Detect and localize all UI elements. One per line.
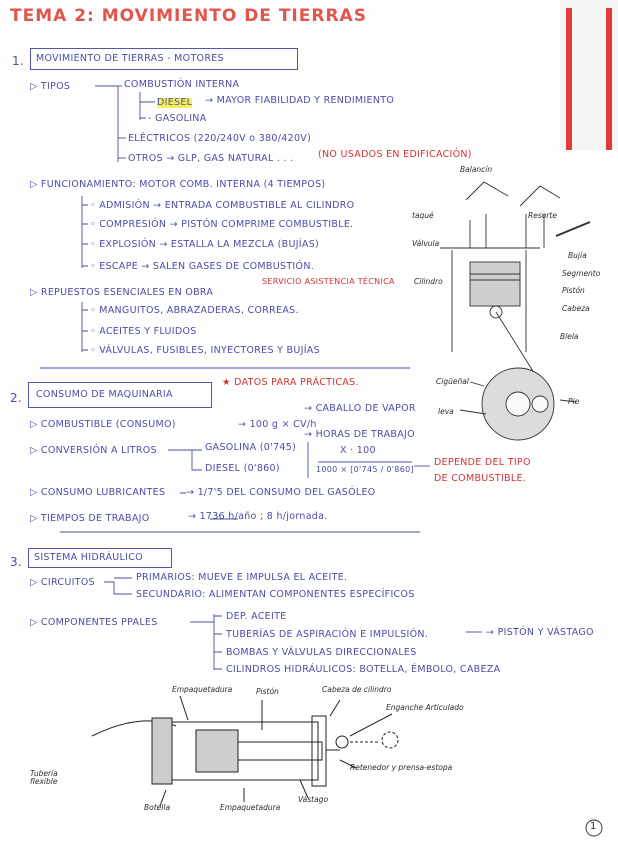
- label-cabeza-cilindro: Cabeza de cilindro: [322, 685, 392, 694]
- combustible-label: ▷ COMBUSTIBLE (CONSUMO): [30, 419, 176, 430]
- section-2-number: 2.: [10, 391, 23, 405]
- label-ciguenal: Cigüeñal: [436, 377, 469, 386]
- label-cilindro: Cilindro: [414, 277, 443, 286]
- conversion-bracket: [168, 450, 202, 470]
- section-2-note: ★ DATOS PARA PRÁCTICAS.: [222, 377, 359, 388]
- caballo-vapor: → CABALLO DE VAPOR: [304, 403, 416, 414]
- consumo-formula: → 100 g × CV/h: [238, 419, 317, 430]
- section-3-number: 3.: [10, 555, 23, 569]
- depende-tipo: DEPENDE DEL TIPO: [434, 457, 531, 468]
- label-piston: Pistón: [562, 286, 585, 295]
- funcionamiento-bracket: [82, 196, 88, 268]
- explosion-item: ◦ EXPLOSIÓN → ESTALLA LA MEZCLA (BUJÍAS): [90, 239, 320, 250]
- circuitos-bracket: [104, 578, 132, 594]
- page-number: 1: [590, 821, 597, 832]
- label-biela: Biela: [560, 332, 579, 341]
- label-segmento: Segmento: [562, 269, 601, 278]
- circuitos-label: ▷ CIRCUITOS: [30, 577, 95, 588]
- admision-item: ◦ ADMISIÓN → ENTRADA COMBUSTIBLE AL CILINDRO: [90, 200, 355, 211]
- label-cabeza: Cabeza: [562, 304, 590, 313]
- horas-trabajo: → HORAS DE TRABAJO: [304, 429, 415, 440]
- componentes-bracket: [190, 614, 222, 670]
- repuestos-label: ▷ REPUESTOS ESENCIALES EN OBRA: [30, 287, 214, 298]
- componente-3: BOMBAS Y VÁLVULAS DIRECCIONALES: [226, 647, 417, 658]
- electricos-item: ELÉCTRICOS (220/240V o 380/420V): [128, 133, 312, 144]
- repuestos-note: SERVICIO ASISTENCIA TÉCNICA: [262, 277, 395, 286]
- otros-note: (NO USADOS EN EDIFICACIÓN): [318, 149, 472, 160]
- label-enganche: Enganche Articulado: [386, 703, 464, 712]
- otros-item: OTROS → GLP, GAS NATURAL . . .: [128, 153, 294, 164]
- gasolina-item: - GASOLINA: [148, 113, 207, 124]
- section-1-number: 1.: [12, 54, 25, 68]
- conversion-gasolina: GASOLINA (0'745): [205, 442, 297, 453]
- label-tuberia: Tubería flexible: [30, 769, 58, 787]
- section-2-heading: CONSUMO DE MAQUINARIA: [36, 389, 173, 400]
- label-pie: Pie: [568, 397, 580, 406]
- diesel-note: → MAYOR FIABILIDAD Y RENDIMIENTO: [205, 95, 395, 106]
- conversion-label: ▷ CONVERSIÓN A LITROS: [30, 445, 157, 456]
- hydraulic-cylinder-sketch: [92, 696, 398, 806]
- section-3-heading: SISTEMA HIDRÁULICO: [34, 552, 143, 563]
- label-balancin: Balancín: [460, 165, 493, 174]
- label-leva: leva: [438, 407, 454, 416]
- repuesto-2: ◦ ACEITES Y FLUIDOS: [90, 326, 197, 337]
- label-bujia: Bujía: [568, 251, 587, 260]
- label-piston-cyl: Pistón: [256, 687, 279, 696]
- diesel-highlight: DIESEL: [157, 97, 193, 108]
- label-vastago: Vástago: [298, 795, 329, 804]
- lubricantes-value: → 1/7'5 DEL CONSUMO DEL GASÓLEO: [186, 487, 376, 498]
- componente-1: DEP. ACEITE: [226, 611, 287, 622]
- repuesto-3: ◦ VÁLVULAS, FUSIBLES, INYECTORES Y BUJÍAS: [90, 345, 320, 356]
- compresion-item: ◦ COMPRESIÓN → PISTÓN COMPRIME COMBUSTIBLE.: [90, 219, 354, 230]
- page-number-circle: [586, 820, 602, 836]
- componente-2-note: → PISTÓN Y VÁSTAGO: [486, 627, 594, 638]
- combustion-interna: COMBUSTIÓN INTERNA: [124, 79, 240, 90]
- componente-2: TUBERÍAS DE ASPIRACIÓN E IMPULSIÓN.: [226, 629, 429, 640]
- tiempos-value: → 1736 h/año ; 8 h/jornada.: [188, 511, 328, 522]
- label-resorte: Resorte: [528, 211, 557, 220]
- escape-item: ◦ ESCAPE → SALEN GASES DE COMBUSTIÓN.: [90, 261, 315, 272]
- page-title: TEMA 2: MOVIMIENTO DE TIERRAS: [10, 6, 367, 26]
- label-botella: Botella: [144, 803, 171, 812]
- depende-combustible: DE COMBUSTIBLE.: [434, 473, 527, 484]
- repuesto-1: ◦ MANGUITOS, ABRAZADERAS, CORREAS.: [90, 305, 299, 316]
- label-retenedor: Retenedor y prensa-estopa: [350, 763, 453, 772]
- conversion-denominator: 1000 × [0'745 / 0'860]: [316, 465, 414, 474]
- componente-4: CILINDROS HIDRÁULICOS: BOTELLA, ÉMBOLO, CABEZA: [226, 664, 501, 675]
- label-empaquetadura-top: Empaquetadura: [172, 685, 233, 694]
- circuito-secundario: SECUNDARIO: ALIMENTAN COMPONENTES ESPECÍFICOS: [136, 589, 415, 600]
- tiempos-label: ▷ TIEMPOS DE TRABAJO: [30, 513, 150, 524]
- combustion-bracket: [140, 92, 155, 120]
- label-valvula: Válvula: [412, 239, 440, 248]
- section-1-heading: MOVIMIENTO DE TIERRAS - MOTORES: [36, 53, 224, 64]
- tipos-bracket: [95, 86, 118, 162]
- funcionamiento-label: ▷ FUNCIONAMIENTO: MOTOR COMB. INTERNA (4 TIEMPOS): [30, 179, 326, 190]
- componentes-label: ▷ COMPONENTES PPALES: [30, 617, 158, 628]
- lubricantes-label: ▷ CONSUMO LUBRICANTES: [30, 487, 166, 498]
- engine-sketch: [440, 182, 590, 440]
- repuestos-bracket: [82, 302, 88, 352]
- conversion-numerator: X · 100: [340, 445, 376, 456]
- circuito-primarios: PRIMARIOS: MUEVE E IMPULSA EL ACEITE.: [136, 572, 348, 583]
- label-empaquetadura-bottom: Empaquetadura: [220, 803, 281, 812]
- tipos-label: ▷ TIPOS: [30, 81, 71, 92]
- conversion-diesel: DIESEL (0'860): [205, 463, 280, 474]
- label-taque: taqué: [412, 211, 434, 220]
